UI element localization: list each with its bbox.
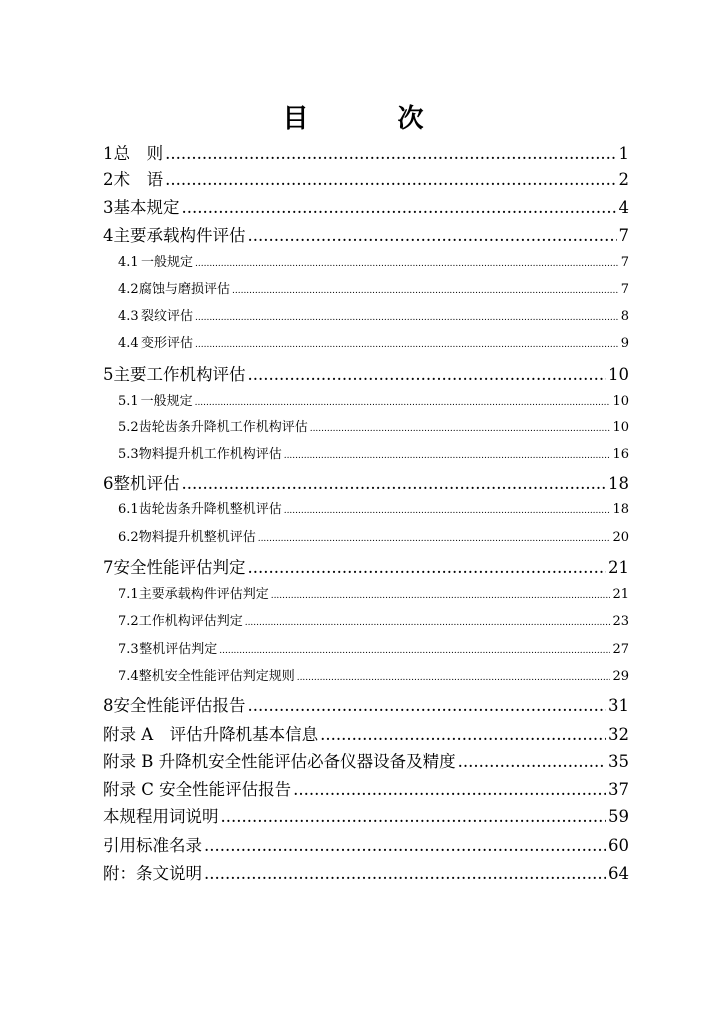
toc-entry[interactable] [103,166,629,190]
toc-entry[interactable] [118,416,629,435]
toc-entry-number: 5.3 [118,447,139,462]
toc-entry[interactable] [118,278,629,297]
toc-entry[interactable] [103,803,629,827]
toc-entry-page: 10 [608,365,629,384]
toc-entry[interactable] [103,194,629,218]
toc-entry[interactable] [103,748,629,772]
toc-entry[interactable] [103,140,629,164]
toc-entry-label: 整机评估 [113,474,180,493]
toc-entry[interactable] [118,498,629,517]
toc-leader-dots [232,286,619,296]
toc-leader-dots [458,752,606,771]
toc-entry[interactable] [103,470,629,494]
toc-entry-label: 安全性能评估报告 [113,696,246,715]
toc-entry-number: 4.3 [118,309,139,324]
toc-entry-number: 7.3 [118,642,139,657]
toc-entry[interactable] [118,443,629,462]
toc-entry-page: 16 [612,447,629,462]
page-title: 目 次 [282,104,464,134]
toc-entry-label: 整机评估判定 [139,642,218,657]
toc-entry[interactable] [118,305,629,324]
toc-entry[interactable] [118,610,629,629]
toc-entry-page: 10 [612,420,629,435]
toc-leader-dots [248,365,607,384]
toc-entry-page: 64 [608,864,629,883]
toc-leader-dots [204,864,606,883]
toc-entry-number: 6 [103,474,114,493]
toc-entry-number: 4 [103,226,114,245]
toc-leader-dots [195,340,619,350]
toc-leader-dots [258,534,611,544]
toc-entry-number: 7.2 [118,614,139,629]
toc-entry[interactable] [118,526,629,545]
toc-leader-dots [297,673,611,683]
toc-entry-page: 10 [612,394,629,409]
toc-entry-page: 21 [612,587,629,602]
toc-entry-label: 基本规定 [113,198,180,217]
toc-entry-page: 32 [608,725,629,744]
toc-leader-dots [248,696,607,715]
toc-entry-page: 1 [618,144,629,163]
toc-entry-page: 37 [608,780,629,799]
toc-entry-page: 29 [612,669,629,684]
toc-leader-dots [165,144,616,163]
toc-entry-label: 引用标准名录 [103,836,202,855]
toc-leader-dots [182,474,607,493]
toc-entry-page: 2 [618,170,629,189]
toc-entry-page: 60 [608,836,629,855]
toc-entry-label: 附录 A 评估升降机基本信息 [103,725,319,744]
toc-entry[interactable] [118,583,629,602]
toc-entry-label: 附录 B 升降机安全性能评估必备仪器设备及精度 [103,752,456,771]
toc-entry-label: 腐蚀与磨损评估 [138,282,230,297]
toc-entry-label: 一般规定 [141,255,194,270]
toc-entry-label: 总 则 [113,144,164,163]
toc-entry-label: 整机安全性能评估判定规则 [138,669,295,684]
toc-entry[interactable] [103,222,629,246]
toc-entry-page: 31 [608,696,629,715]
toc-entry-label: 一般规定 [140,394,193,409]
toc-entry[interactable] [103,554,629,578]
toc-entry[interactable] [118,665,629,684]
toc-entry-page: 18 [608,474,629,493]
toc-entry-number: 8 [103,696,114,715]
toc-entry-number: 5.1 [118,394,139,409]
toc-entry-number: 1 [103,144,114,163]
toc-entry-label: 物料提升机工作机构评估 [138,447,282,462]
toc-leader-dots [320,725,606,744]
toc-entry-page: 8 [620,309,629,324]
toc-entry[interactable] [118,390,629,409]
toc-entry-number: 3 [103,198,114,217]
toc-entry-page: 7 [618,226,629,245]
toc-entry-label: 本规程用词说明 [103,807,219,826]
toc-entry-number: 7 [103,558,114,577]
toc-leader-dots [195,259,619,269]
toc-entry[interactable] [103,776,629,800]
toc-entry-label: 安全性能评估判定 [113,558,246,577]
toc-entry[interactable] [103,860,629,884]
toc-entry-page: 4 [618,198,629,217]
toc-entry-page: 27 [612,642,629,657]
toc-leader-dots [271,591,611,601]
toc-entry-label: 变形评估 [141,336,194,351]
toc-entry-page: 59 [608,807,629,826]
toc-entry-label: 齿轮齿条升降机整机评估 [138,502,282,517]
toc-entry[interactable] [103,692,629,716]
toc-entry-label: 附：条文说明 [103,864,202,883]
toc-entry-label: 齿轮齿条升降机工作机构评估 [138,420,308,435]
toc-entry-number: 7.4 [118,669,139,684]
toc-entry-label: 术 语 [113,170,164,189]
toc-entry-page: 23 [612,614,629,629]
toc-leader-dots [221,807,607,826]
toc-entry-page: 18 [612,502,629,517]
toc-entry-page: 9 [620,336,629,351]
toc-entry-page: 35 [608,752,629,771]
toc-leader-dots [245,618,611,628]
toc-entry-page: 21 [608,558,629,577]
toc-entry-label: 附录 C 安全性能评估报告 [103,780,292,799]
toc-leader-dots [182,198,617,217]
toc-entry-page: 20 [612,530,629,545]
toc-entry-number: 6.1 [118,502,139,517]
toc-entry-number: 7.1 [118,587,139,602]
toc-entry-number: 5.2 [118,420,139,435]
toc-entry-label: 主要承载构件评估判定 [138,587,269,602]
toc-entry-label: 物料提升机整机评估 [138,530,256,545]
toc-entry[interactable] [103,361,629,385]
toc-entry-label: 工作机构评估判定 [138,614,243,629]
toc-leader-dots [219,646,610,656]
toc-entry-number: 5 [103,365,114,384]
toc-leader-dots [165,170,616,189]
toc-leader-dots [204,836,606,855]
toc-entry-number: 4.4 [118,336,139,351]
toc-entry-page: 7 [620,282,629,297]
toc-entry-number: 4.2 [118,282,139,297]
toc-leader-dots [195,313,619,323]
toc-leader-dots [284,451,611,461]
toc-entry[interactable] [103,721,629,745]
toc-entry-number: 6.2 [118,530,139,545]
toc-entry-number: 2 [103,170,114,189]
toc-entry-label: 裂纹评估 [141,309,194,324]
toc-entry-page: 7 [620,255,629,270]
toc-leader-dots [293,780,606,799]
toc-entry-label: 主要工作机构评估 [113,365,246,384]
toc-entry[interactable] [118,251,629,270]
toc-leader-dots [284,506,611,516]
toc-entry[interactable] [103,832,629,856]
toc-leader-dots [310,424,611,434]
toc-leader-dots [248,558,607,577]
toc-leader-dots [248,226,617,245]
toc-entry[interactable] [118,638,629,657]
toc-entry-label: 主要承载构件评估 [113,226,246,245]
toc-entry[interactable] [118,332,629,351]
toc-leader-dots [195,398,611,408]
toc-entry-number: 4.1 [118,255,139,270]
